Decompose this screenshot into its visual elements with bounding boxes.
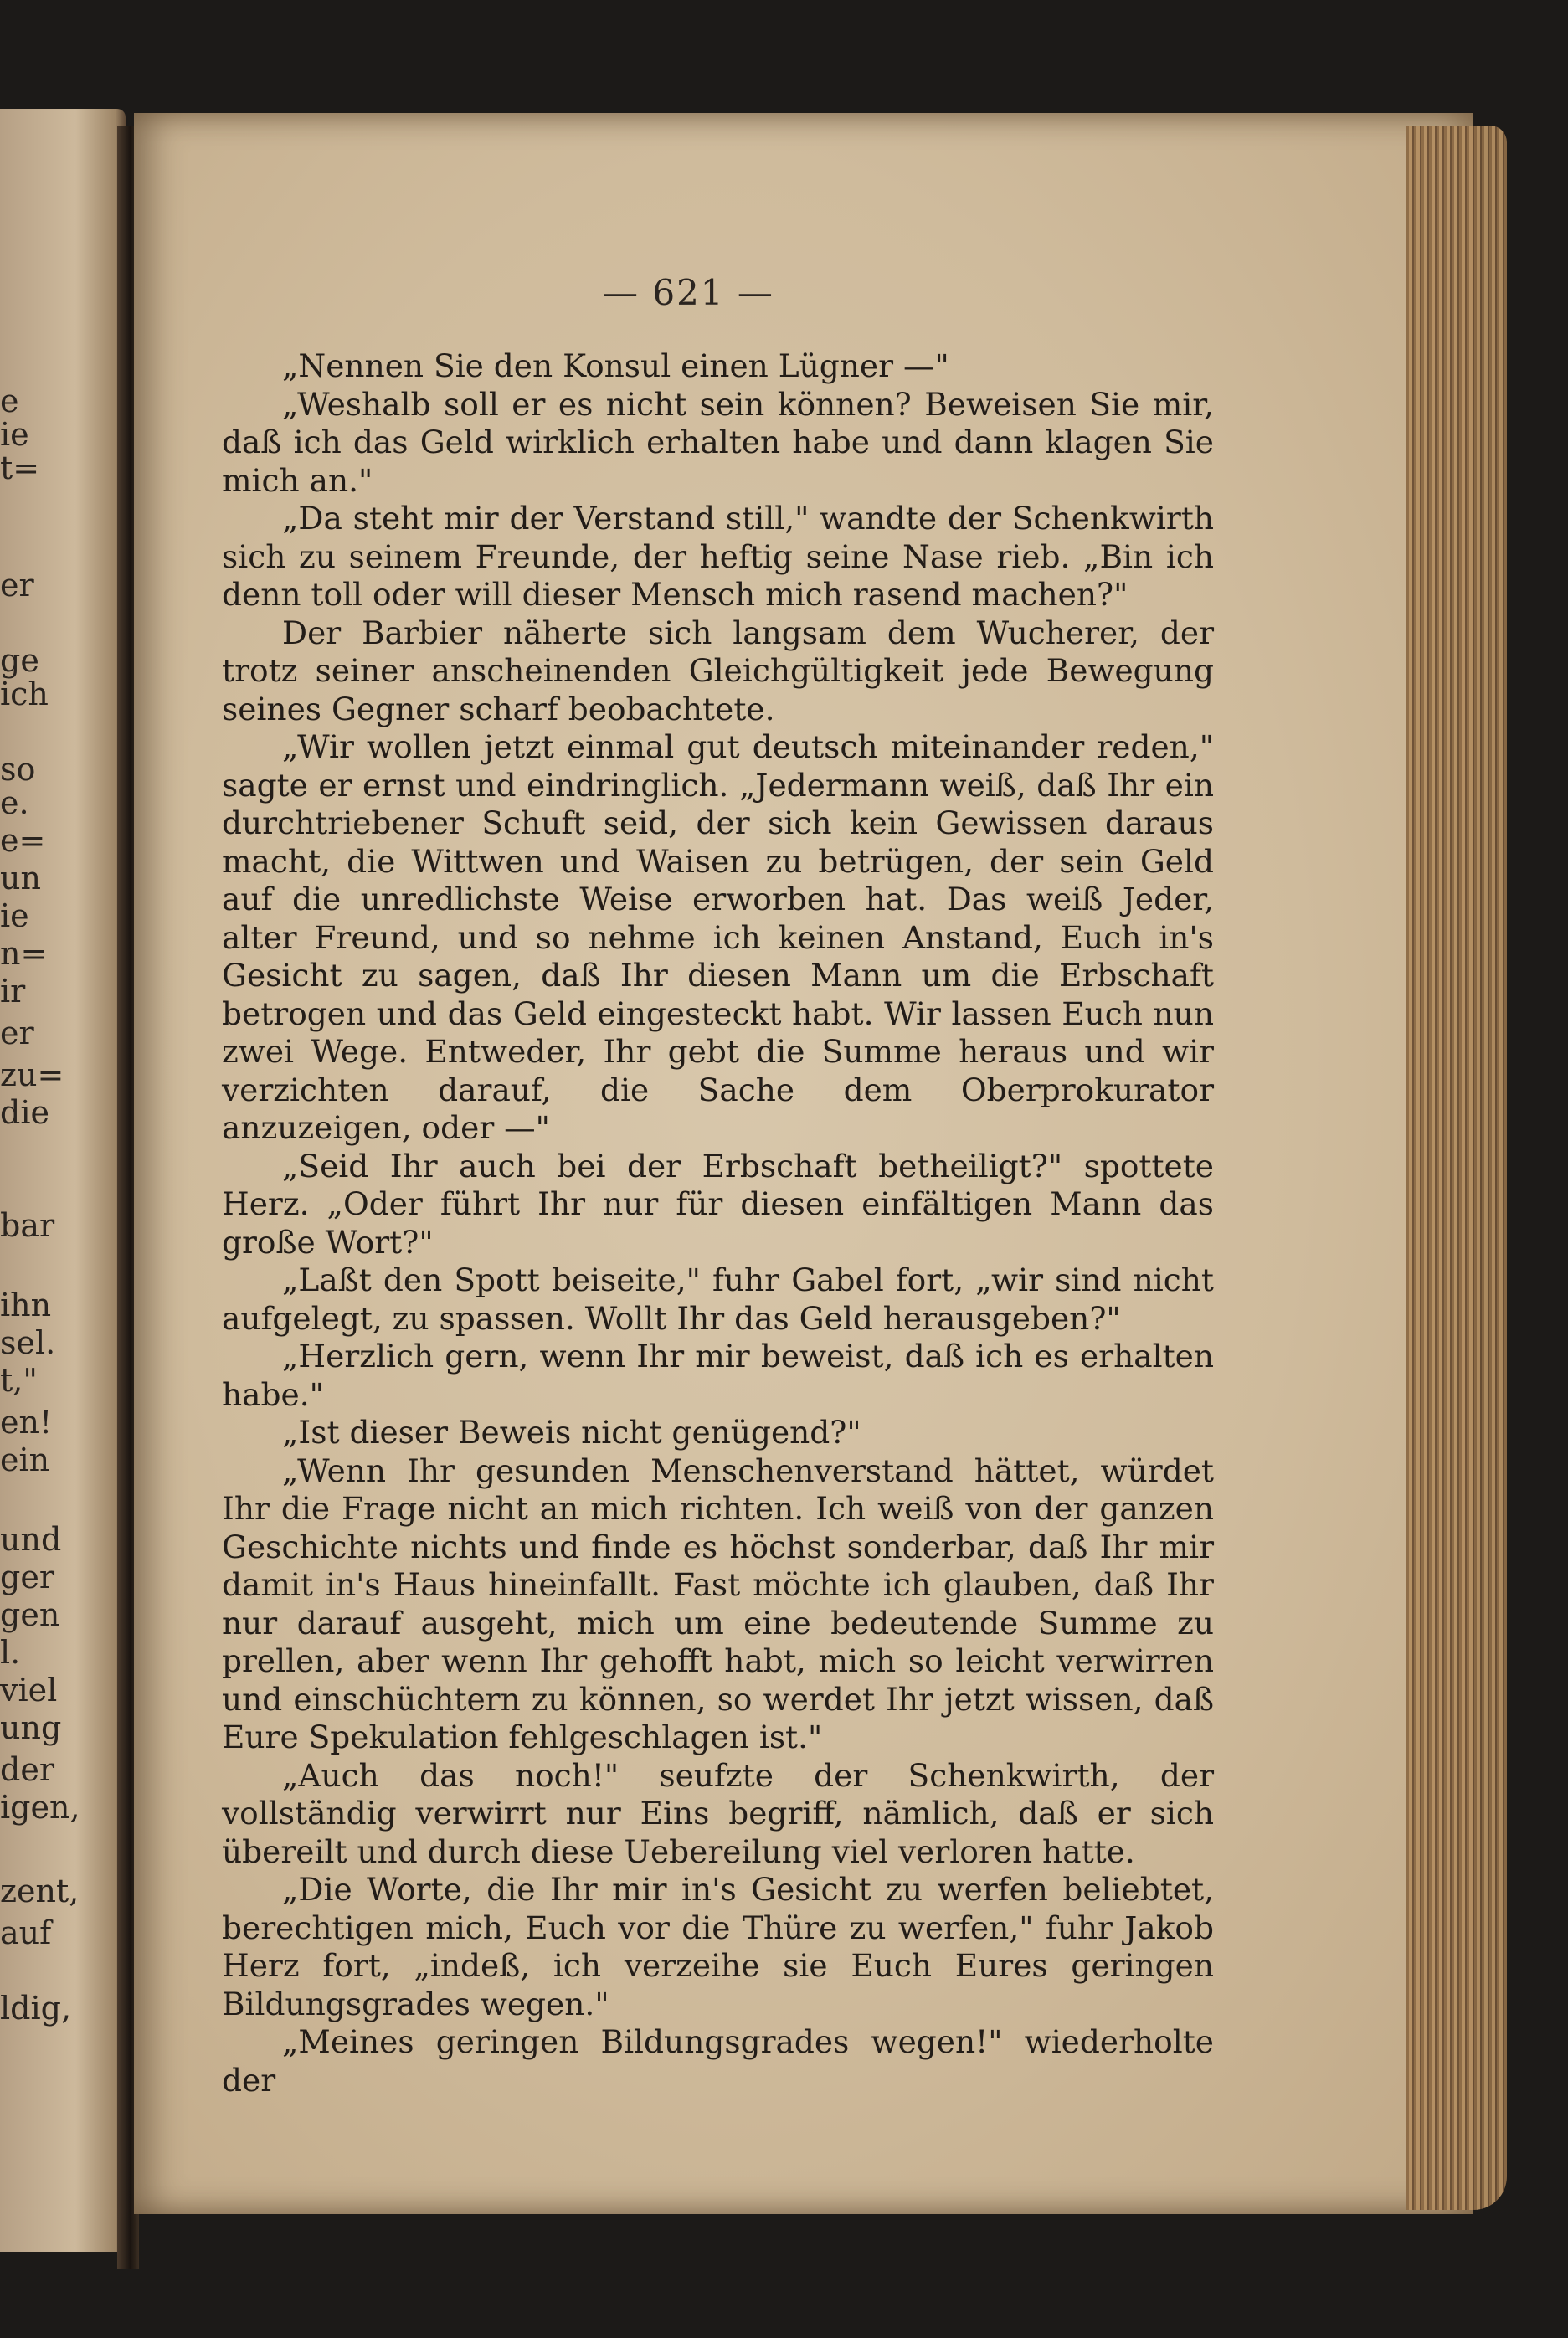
left-page-fragment: sel. [0, 1324, 56, 1361]
left-page-fragment: so [0, 751, 36, 788]
left-page-fragment: igen, [0, 1789, 80, 1826]
left-page-fragment: er [0, 567, 34, 604]
left-page-fragment: der [0, 1751, 54, 1788]
left-page-fragment: ihn [0, 1287, 52, 1323]
paragraph: „Herzlich gern, wenn Ihr mir beweist, daß ich es erhalten habe." [222, 1338, 1214, 1413]
left-page-fragment: ung [0, 1709, 62, 1746]
left-page [0, 109, 126, 2252]
left-page-fragment: ie [0, 897, 29, 934]
left-page-fragment: er [0, 1015, 34, 1051]
paragraph: Der Barbier näherte sich langsam dem Wucherer, der trotz seiner anscheinenden Gleichgültigkeit jede Bewegung seines Gegner scharf beobachtete. [222, 614, 1214, 727]
body-text [222, 347, 1214, 2099]
paragraph: „Ist dieser Beweis nicht genügend?" [282, 1414, 861, 1451]
left-page-fragment: e= [0, 822, 46, 859]
left-page-fragment: e [0, 383, 19, 419]
left-page-fragment: e. [0, 784, 29, 821]
left-page-fragment: zu= [0, 1056, 64, 1093]
left-page-fragment: bar [0, 1207, 55, 1244]
paragraph: „Wenn Ihr gesunden Menschenverstand hättet, würdet Ihr die Frage nicht an mich richten. Ich weiß von der ganzen Geschichte nichts und finde es höchst sonderbar, daß Ihr mir damit in's Haus hineinfallt. Fast möchte ich glauben, daß Ihr nur darauf ausgeht, mich um eine bedeutende Summe zu prellen, aber wenn Ihr gehofft habt, mich so leicht verwirren und einschüchtern zu können, so werdet Ihr jetzt wissen, daß Eure Spekulation fehlgeschlagen ist." [222, 1452, 1214, 1755]
paragraph: „Seid Ihr auch bei der Erbschaft betheiligt?" spottete Herz. „Oder führt Ihr nur für diesen einfältigen Mann das große Wort?" [222, 1147, 1214, 1261]
page-edge [1406, 126, 1507, 2210]
paragraph: „Wir wollen jetzt einmal gut deutsch miteinander reden," sagte er ernst und eindringlich. „Jedermann weiß, daß Ihr ein durchtriebener Schuft seid, der sich kein Gewissen daraus macht, die Wittwen und Waisen zu betrügen, der sein Geld auf die unredlichste Weise erworben hat. Das weiß Jeder, alter Freund, und so nehme ich keinen Anstand, Euch in's Gesicht zu sagen, daß Ihr diesen Mann um die Erbschaft betrogen und das Geld eingesteckt habt. Wir lassen Euch nun zwei Wege. Entweder, Ihr gebt die Summe heraus und wir verzichten darauf, die Sache dem Oberprokurator anzuzeigen, oder —" [222, 728, 1214, 1146]
left-page-fragment: ge [0, 642, 39, 679]
left-page-fragment: t," [0, 1362, 38, 1399]
left-page-fragment: zent, [0, 1873, 80, 1909]
left-page-fragment: ich [0, 676, 49, 712]
left-page-fragment: und [0, 1521, 62, 1558]
left-page-fragment: ir [0, 973, 26, 1010]
left-page-fragment: die [0, 1094, 49, 1131]
left-page-fragment: ie [0, 416, 29, 453]
left-page-fragment: n= [0, 935, 48, 972]
paragraph: „Da steht mir der Verstand still," wandte der Schenkwirth sich zu seinem Freunde, der heftig seine Nase rieb. „Bin ich denn toll oder will dieser Mensch mich rasend machen?" [222, 500, 1214, 613]
left-page-fragment: viel [0, 1672, 58, 1709]
paragraph: „Meines geringen Bildungsgrades wegen!" wiederholte der [222, 2023, 1214, 2099]
left-page-fragment: l. [0, 1634, 21, 1671]
paragraph: „Weshalb soll er es nicht sein können? Beweisen Sie mir, daß ich das Geld wirklich erhalten habe und dann klagen Sie mich an." [222, 385, 1214, 499]
paragraph: „Auch das noch!" seufzte der Schenkwirth, der vollständig verwirrt nur Eins begriff, nämlich, daß er sich übereilt und durch diese Uebereilung viel verloren hatte. [222, 1756, 1214, 1870]
left-page-fragment: t= [0, 450, 40, 486]
left-page-fragment: en! [0, 1404, 53, 1441]
left-page-fragment: gen [0, 1596, 60, 1633]
paragraph: „Die Worte, die Ihr mir in's Gesicht zu werfen beliebtet, berechtigen mich, Euch vor die Thüre zu werfen," fuhr Jakob Herz fort, „indeß, ich verzeihe sie Euch Eures geringen Bildungsgrades wegen." [222, 1871, 1214, 2022]
paragraph: „Laßt den Spott beiseite," fuhr Gabel fort, „wir sind nicht aufgelegt, zu spassen. Wollt Ihr das Geld herausgeben?" [222, 1261, 1214, 1337]
left-page-fragment: un [0, 860, 41, 897]
paragraph: „Nennen Sie den Konsul einen Lügner —" [282, 347, 949, 384]
left-page-fragment: ein [0, 1441, 50, 1478]
left-page-fragment: auf [0, 1914, 52, 1951]
page-number: — 621 — [603, 272, 774, 313]
left-page-fragment: ldig, [0, 1990, 72, 2027]
left-page-fragment: ger [0, 1559, 54, 1595]
